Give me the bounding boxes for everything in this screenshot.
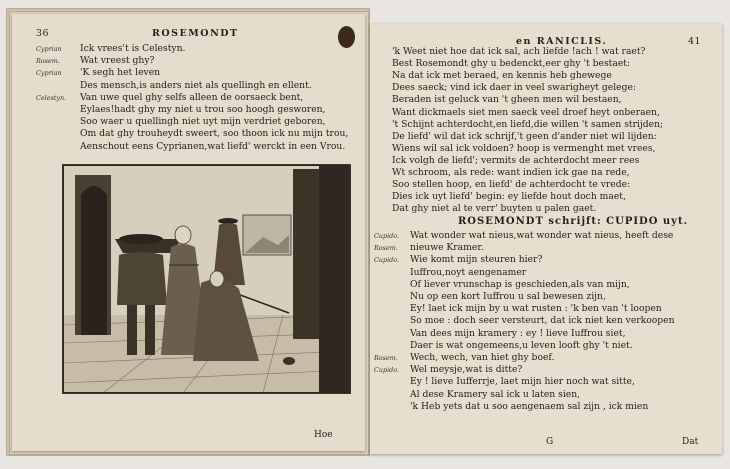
verse-line: Dees saeck; vind ick daer in veel swarigheyt gelege: — [392, 82, 636, 94]
verse-line: Om dat ghy trouheydt sweert, soo thoon ick nu mijn trou, — [80, 128, 349, 140]
verse-line: Nu op een kort Iuffrou u sal bewesen zijn, — [410, 291, 606, 302]
verse-line: Best Rosemondt ghy u bedenckt,eer ghy 't bestaet: — [392, 58, 631, 70]
speaker-label: Cyprian — [36, 45, 62, 53]
verse-line: Van uwe quel ghy selfs alleen de oorsaeck bent, — [80, 91, 304, 103]
speaker-label: Rosem. — [36, 57, 60, 66]
verse-line: Daer is wat ongemeens,u leven looft ghy 't niet. — [410, 339, 633, 351]
verse-line: Ick volgh de liefd'; vermits de achterdocht meer rees — [392, 154, 640, 166]
verse-line: Wiens wil sal ick voldoen? hoop is vermenght met vrees, — [392, 142, 656, 154]
signature-mark: G — [546, 437, 554, 447]
verse-line: Wech, wech, van hiet ghy boef. — [410, 352, 555, 363]
verse-line: Dat ghy niet al te verr' buyten u palen gaet. — [392, 203, 597, 215]
verse-line: Beraden ist geluck van 't gheen men wil bestaen, — [392, 94, 622, 106]
left-page — [12, 14, 365, 451]
verse-line: Of liever vrunschap is geschieden,als van mijn, — [410, 278, 630, 290]
scene-heading: ROSEMONDT schrijft: CUPIDO uyt. — [458, 216, 689, 227]
verse-line: Van dees mijn kramery : ey ! lieve Iuffrou siet, — [410, 327, 626, 339]
verse-line: 't Schijnt achterdocht,en liefd,die willen 't samen strijden; — [392, 118, 664, 130]
verse-line: Ick vrees't is Celestyn. — [80, 43, 186, 54]
verse-line: Iuffrou,noyt aengenamer — [410, 266, 527, 278]
verse-line: 'K segh het leven — [80, 67, 161, 79]
verse-line: Ey! laet ick mijn by u wat rusten : 'k ben van 't loopen — [410, 303, 662, 315]
verse-line: Soo stellen hoop, en liefd' de achterdocht te vrede: — [392, 179, 631, 191]
verse-line: Want dickmaels siet men saeck veel droef heyt onberaen, — [392, 106, 660, 118]
verse-line: Wie komt mijn steuren hier? — [410, 254, 543, 266]
speaker-label: Cupido. — [374, 232, 399, 240]
verse-line: nieuwe Kramer. — [410, 242, 484, 254]
verse-line: Des mensch,is anders niet als quellingh en ellent. — [80, 79, 312, 91]
catchword: Hoe — [314, 430, 333, 440]
verse-line: Al dese Kramery sal ick u laten sien, — [410, 388, 581, 400]
speaker-label: Celestyn. — [36, 93, 67, 102]
ink-stain — [338, 26, 355, 48]
page-number: 36 — [36, 28, 50, 39]
speaker-label: Rosem. — [374, 244, 398, 253]
right-page — [370, 24, 722, 454]
page-number: 41 — [688, 36, 702, 47]
verse-line: 'k Weet niet hoe dat ick sal, ach liefde !ach ! wat raet? — [392, 46, 646, 57]
speaker-label: Cupido. — [374, 366, 399, 375]
verse-line: Soo waer u quellingh niet uyt mijn verdriet geboren, — [80, 116, 326, 128]
verse-line: Wat vreest ghy? — [80, 55, 155, 67]
verse-line: Eylaes!hadt ghy my niet u trou soo hoogh gesworen, — [80, 104, 326, 115]
speaker-label: Cupido. — [374, 256, 399, 265]
verse-line: Wel meysje,wat is ditte? — [410, 364, 523, 376]
verse-line: Ey ! lieve Iufferrje, laet mijn hier noch wat sitte, — [410, 376, 635, 388]
verse-line: Wt schroom, als rede: want indien ick gae na rede, — [392, 167, 630, 178]
verse-line: 'k Heb yets dat u soo aengenaem sal zijn , ick mien — [410, 400, 649, 412]
speaker-label: Rosem. — [374, 354, 398, 362]
verse-line: Dies ick uyt liefd' begin: ey liefde hout doch maet, — [392, 191, 626, 203]
verse-line: Wat wonder wat nieus,wat wonder wat nieus, heeft dese — [410, 230, 674, 241]
verse-line: Na dat ick met beraed, en kennis heb ghewege — [392, 70, 612, 82]
running-head: ROSEMONDT — [152, 28, 239, 39]
engraving-illustration — [62, 164, 351, 394]
verse-line: Aenschout eens Cyprianen,wat liefd' werckt in een Vrou. — [80, 140, 346, 152]
speaker-label: Cyprian — [36, 69, 62, 78]
running-head: en RANICLIS. — [516, 36, 608, 47]
catchword: Dat — [682, 437, 699, 447]
verse-line: So moe : doch seer versteurt, dat ick niet ken verkoopen — [410, 315, 675, 327]
verse-line: De liefd' wil dat ick schrijf,'t geen d'ander niet wil lijden: — [392, 130, 657, 142]
